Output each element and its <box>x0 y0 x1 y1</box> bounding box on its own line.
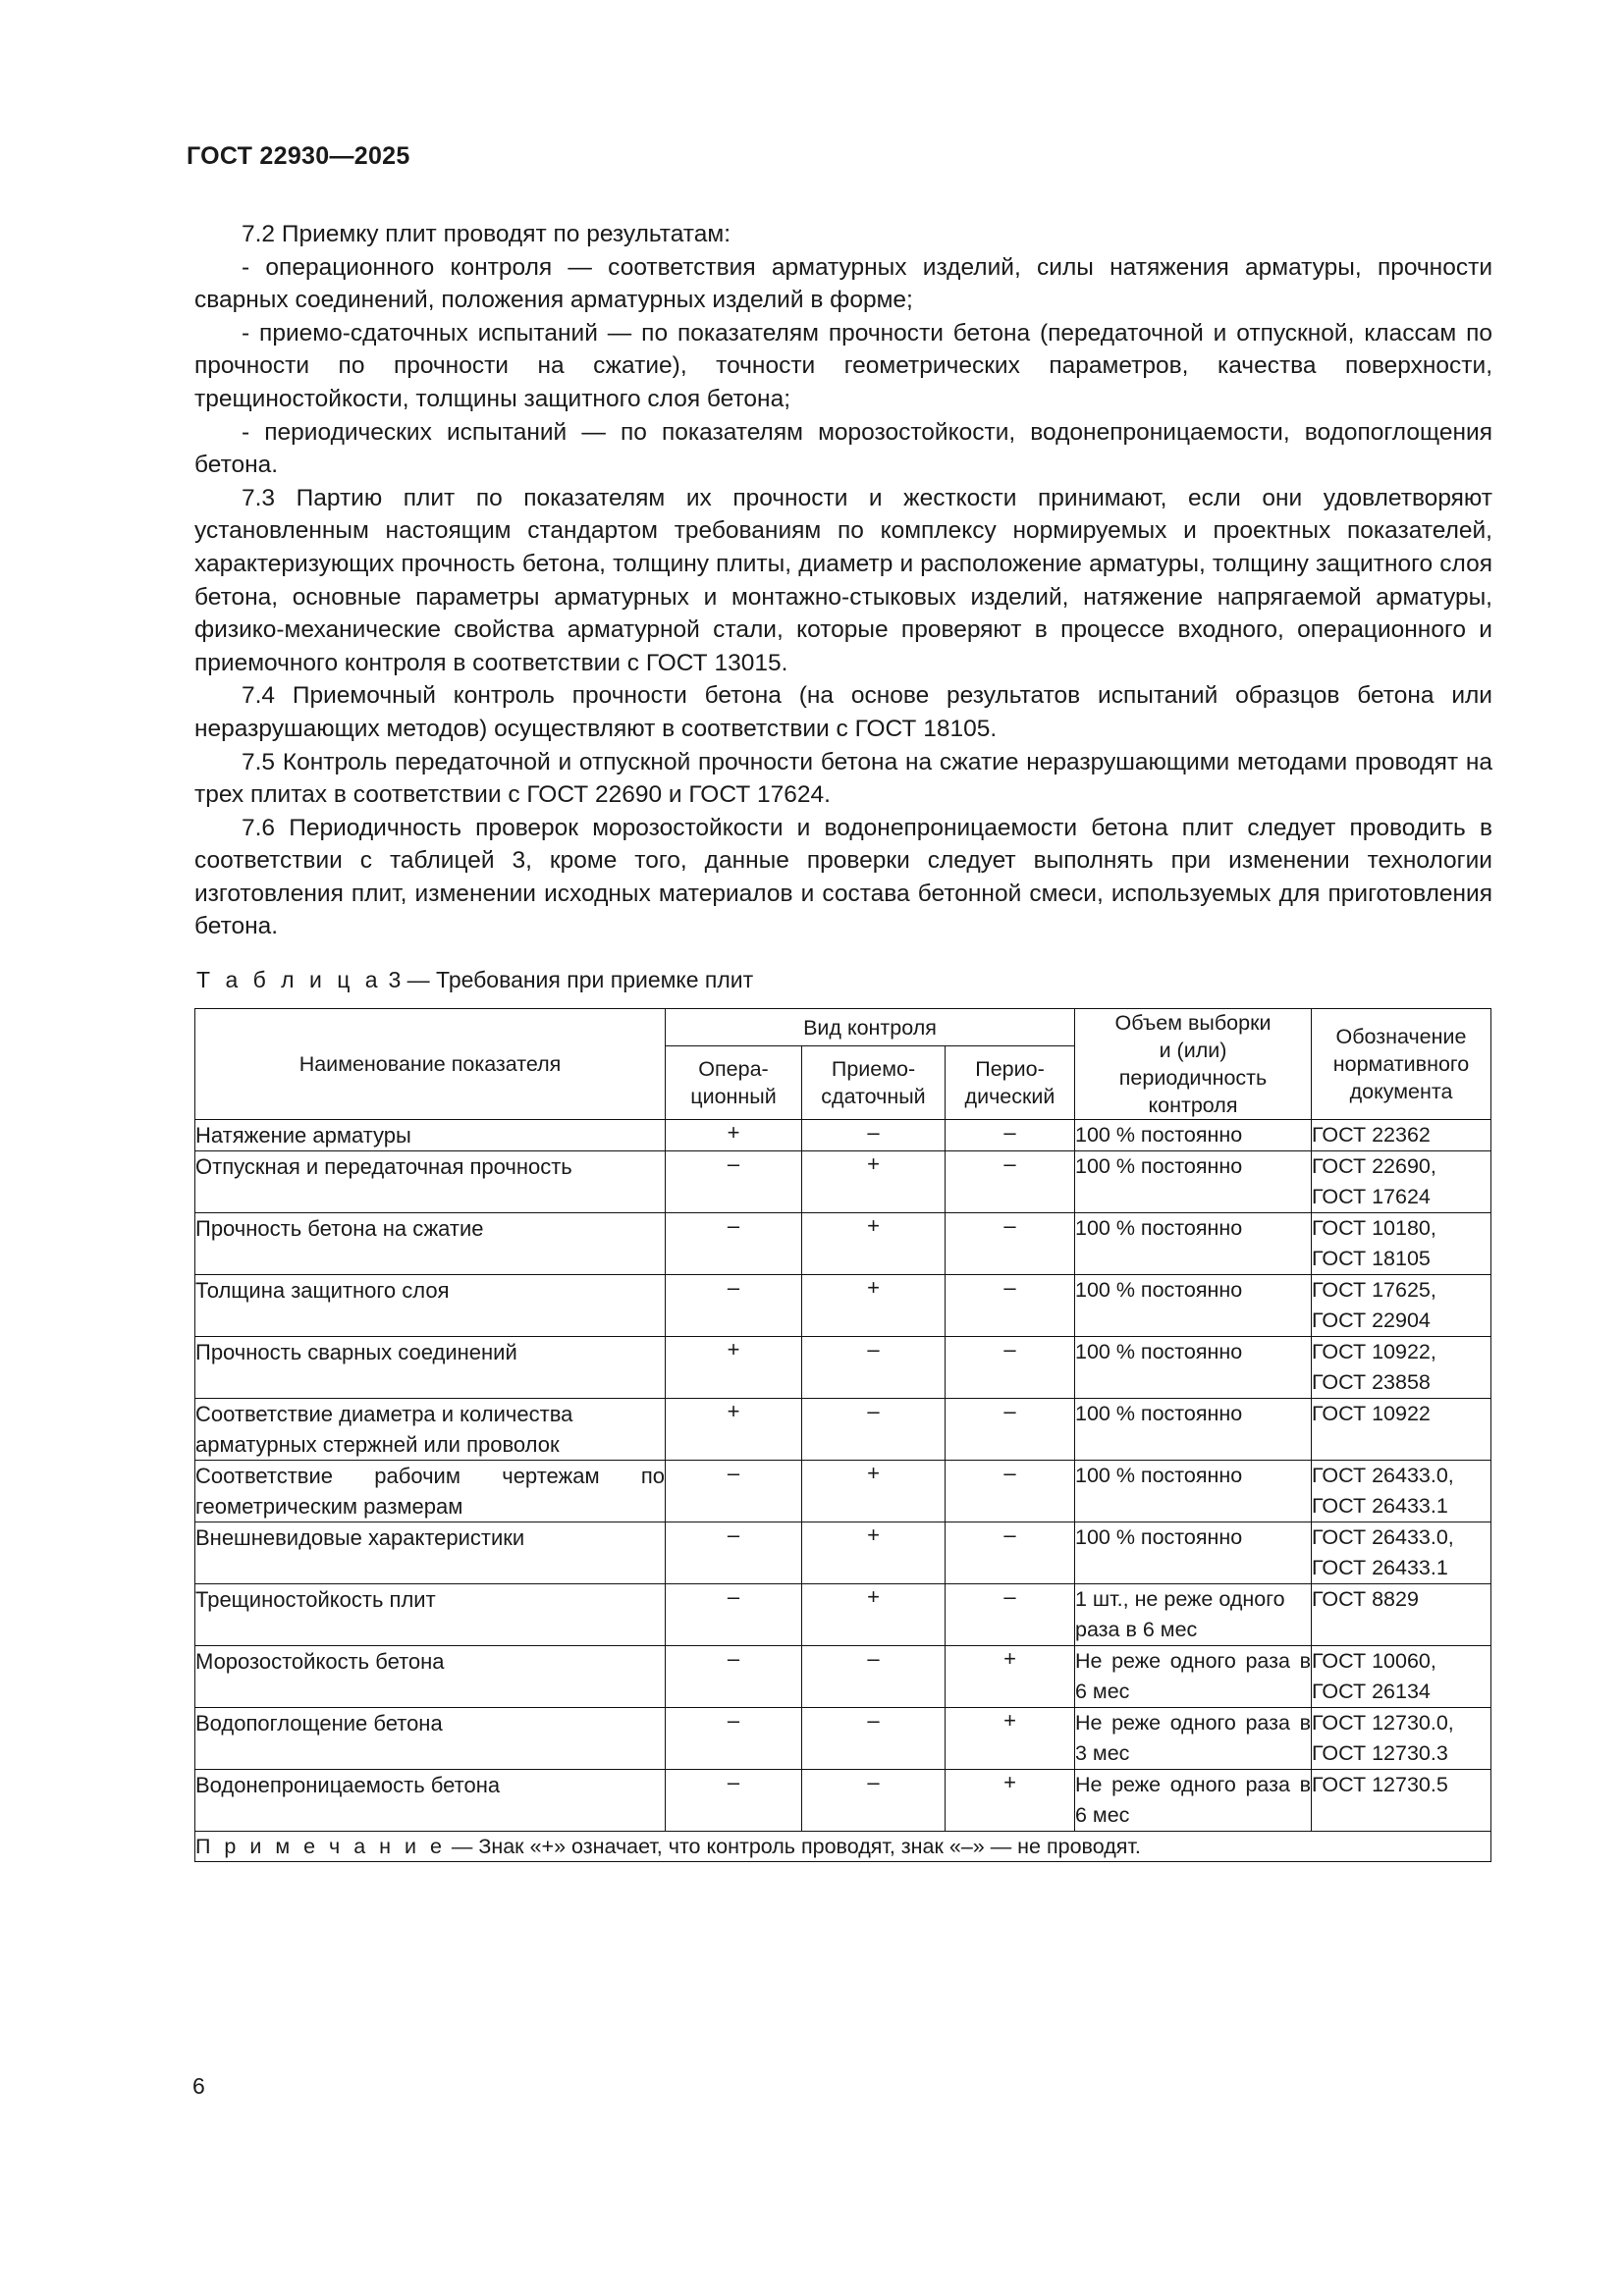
paragraph: 7.6 Периодичность проверок морозостойкости и водонепроницаемости бетона плит следует проводить в соответствии с таблицей 3, кроме того, данные проверки следует выполнять при изменении технологии изготовления плит, изменении исходных материалов и состава бетонной смеси, используемых для приготовления бетона. <box>194 814 1492 940</box>
paragraph: 7.5 Контроль передаточной и отпускной прочности бетона на сжатие неразрушающими методами проводят на трех плитах в соответствии с ГОСТ 22690 и ГОСТ 17624. <box>194 748 1492 809</box>
table-row <box>195 1522 1491 1584</box>
cell-acceptance: – <box>802 1708 946 1770</box>
cell-indicator-name: Водонепроницаемость бетона <box>195 1770 666 1832</box>
table-row <box>195 1708 1491 1770</box>
cell-periodic: + <box>946 1708 1075 1770</box>
paragraph: - приемо-сдаточных испытаний — по показателям прочности бетона (передаточной и отпускной, классам по прочности по прочности на сжатие), точности геометрических параметров, качества поверхности, трещиностойкости, толщины защитного слоя бетона; <box>194 319 1492 412</box>
cell-indicator-name: Водопоглощение бетона <box>195 1708 666 1770</box>
table-row <box>195 1337 1491 1399</box>
cell-indicator-name: Внешневидовые характеристики <box>195 1522 666 1584</box>
cell-sample-volume: 100 % постоянно <box>1075 1522 1312 1584</box>
cell-document: ГОСТ 8829 <box>1312 1584 1491 1646</box>
table-row <box>195 1120 1491 1151</box>
cell-indicator-name: Отпускная и передаточная прочность <box>195 1151 666 1213</box>
table-header-row-1 <box>195 1009 1491 1046</box>
cell-sample-volume: 100 % постоянно <box>1075 1461 1312 1522</box>
cell-periodic: – <box>946 1120 1075 1151</box>
table-note-row <box>195 1832 1491 1862</box>
cell-operational: + <box>666 1337 802 1399</box>
page-number: 6 <box>192 2073 205 2099</box>
cell-periodic: – <box>946 1213 1075 1275</box>
cell-operational: – <box>666 1522 802 1584</box>
cell-operational: – <box>666 1213 802 1275</box>
requirements-table <box>194 1008 1491 1862</box>
table-row <box>195 1770 1491 1832</box>
cell-acceptance: + <box>802 1275 946 1337</box>
cell-document: ГОСТ 10180, ГОСТ 18105 <box>1312 1213 1491 1275</box>
cell-acceptance: + <box>802 1461 946 1522</box>
cell-acceptance: + <box>802 1213 946 1275</box>
cell-sample-volume: 100 % постоянно <box>1075 1213 1312 1275</box>
cell-operational: – <box>666 1461 802 1522</box>
cell-indicator-name: Трещиностойкость плит <box>195 1584 666 1646</box>
th-indicator-name: Наименование показателя <box>195 1009 666 1120</box>
cell-operational: – <box>666 1151 802 1213</box>
cell-periodic: – <box>946 1461 1075 1522</box>
th-periodic: Перио- дический <box>946 1046 1075 1120</box>
th-control-type-group: Вид контроля <box>666 1009 1075 1046</box>
cell-periodic: – <box>946 1151 1075 1213</box>
table-note: П р и м е ч а н и е — Знак «+» означает, что контроль проводят, знак «–» — не проводят. <box>195 1832 1491 1862</box>
cell-periodic: + <box>946 1646 1075 1708</box>
cell-sample-volume: Не реже одного раза в 6 мес <box>1075 1770 1312 1832</box>
table-row <box>195 1646 1491 1708</box>
cell-indicator-name: Морозостойкость бетона <box>195 1646 666 1708</box>
cell-document: ГОСТ 12730.5 <box>1312 1770 1491 1832</box>
table-caption <box>196 967 753 993</box>
cell-sample-volume: 100 % постоянно <box>1075 1275 1312 1337</box>
cell-periodic: – <box>946 1584 1075 1646</box>
table-row <box>195 1213 1491 1275</box>
cell-acceptance: – <box>802 1120 946 1151</box>
th-acceptance: Приемо- сдаточный <box>802 1046 946 1120</box>
cell-acceptance: – <box>802 1337 946 1399</box>
cell-operational: + <box>666 1120 802 1151</box>
table-head <box>195 1009 1491 1120</box>
cell-periodic: – <box>946 1399 1075 1461</box>
document-header-standard-id: ГОСТ 22930—2025 <box>187 142 410 170</box>
table-row <box>195 1584 1491 1646</box>
table-row <box>195 1151 1491 1213</box>
cell-acceptance: – <box>802 1646 946 1708</box>
cell-document: ГОСТ 22362 <box>1312 1120 1491 1151</box>
paragraph: 7.2 Приемку плит проводят по результатам: <box>242 221 731 247</box>
th-sample-volume: Объем выборки и (или) периодичность контроля <box>1075 1009 1312 1120</box>
cell-operational: + <box>666 1399 802 1461</box>
cell-periodic: – <box>946 1337 1075 1399</box>
cell-periodic: – <box>946 1275 1075 1337</box>
cell-operational: – <box>666 1584 802 1646</box>
th-document: Обозначение нормативного документа <box>1312 1009 1491 1120</box>
cell-acceptance: + <box>802 1522 946 1584</box>
cell-acceptance: + <box>802 1584 946 1646</box>
cell-document: ГОСТ 26433.0, ГОСТ 26433.1 <box>1312 1522 1491 1584</box>
table-caption-label: Т а б л и ц а <box>196 967 383 992</box>
cell-periodic: – <box>946 1522 1075 1584</box>
cell-periodic: + <box>946 1770 1075 1832</box>
paragraph: 7.3 Партию плит по показателям их прочности и жесткости принимают, если они удовлетворяют установленным настоящим стандартом требованиям по комплексу нормируемых и проектных показателей, характеризующих прочность бетона, толщину плиты, диаметр и расположение арматуры, толщину защитного слоя бетона, основные параметры арматурных и монтажно-стыковых изделий, натяжение напрягаемой арматуры, физико-механические свойства арматурной стали, которые проверяют в процессе входного, операционного и приемочного контроля в соответствии с ГОСТ 13015. <box>194 484 1492 676</box>
cell-sample-volume: Не реже одного раза в 3 мес <box>1075 1708 1312 1770</box>
cell-document: ГОСТ 12730.0, ГОСТ 12730.3 <box>1312 1708 1491 1770</box>
cell-operational: – <box>666 1275 802 1337</box>
cell-indicator-name: Толщина защитного слоя <box>195 1275 666 1337</box>
paragraph: 7.4 Приемочный контроль прочности бетона (на основе результатов испытаний образцов бетона или неразрушающих методов) осуществляют в соответствии с ГОСТ 18105. <box>194 682 1492 742</box>
cell-operational: – <box>666 1646 802 1708</box>
cell-indicator-name: Прочность сварных соединений <box>195 1337 666 1399</box>
cell-indicator-name: Прочность бетона на сжатие <box>195 1213 666 1275</box>
cell-sample-volume: 1 шт., не реже одного раза в 6 мес <box>1075 1584 1312 1646</box>
cell-document: ГОСТ 26433.0, ГОСТ 26433.1 <box>1312 1461 1491 1522</box>
cell-acceptance: – <box>802 1399 946 1461</box>
paragraph: - периодических испытаний — по показателям морозостойкости, водонепроницаемости, водопоглощения бетона. <box>194 418 1492 479</box>
cell-operational: – <box>666 1708 802 1770</box>
cell-indicator-name: Соответствие диаметра и количества арматурных стержней или проволок <box>195 1399 666 1461</box>
cell-operational: – <box>666 1770 802 1832</box>
th-operational: Опера- ционный <box>666 1046 802 1120</box>
cell-indicator-name: Натяжение арматуры <box>195 1120 666 1151</box>
cell-sample-volume: Не реже одного раза в 6 мес <box>1075 1646 1312 1708</box>
table-row <box>195 1399 1491 1461</box>
cell-document: ГОСТ 22690, ГОСТ 17624 <box>1312 1151 1491 1213</box>
table-note-label: П р и м е ч а н и е <box>195 1835 446 1858</box>
paragraph: - операционного контроля — соответствия арматурных изделий, силы натяжения арматуры, прочности сварных соединений, положения арматурных изделий в форме; <box>194 253 1492 314</box>
cell-sample-volume: 100 % постоянно <box>1075 1337 1312 1399</box>
cell-sample-volume: 100 % постоянно <box>1075 1399 1312 1461</box>
cell-acceptance: + <box>802 1151 946 1213</box>
table-caption-rest: 3 — Требования при приемке плит <box>388 967 754 992</box>
cell-acceptance: – <box>802 1770 946 1832</box>
cell-document: ГОСТ 10060, ГОСТ 26134 <box>1312 1646 1491 1708</box>
cell-sample-volume: 100 % постоянно <box>1075 1120 1312 1151</box>
cell-sample-volume: 100 % постоянно <box>1075 1151 1312 1213</box>
cell-document: ГОСТ 10922 <box>1312 1399 1491 1461</box>
table-row <box>195 1461 1491 1522</box>
cell-document: ГОСТ 17625, ГОСТ 22904 <box>1312 1275 1491 1337</box>
body-text-block <box>194 218 1492 943</box>
table-row <box>195 1275 1491 1337</box>
table-body <box>195 1120 1491 1862</box>
cell-indicator-name: Соответствие рабочим чертежам по геометрическим размерам <box>195 1461 666 1522</box>
cell-document: ГОСТ 10922, ГОСТ 23858 <box>1312 1337 1491 1399</box>
